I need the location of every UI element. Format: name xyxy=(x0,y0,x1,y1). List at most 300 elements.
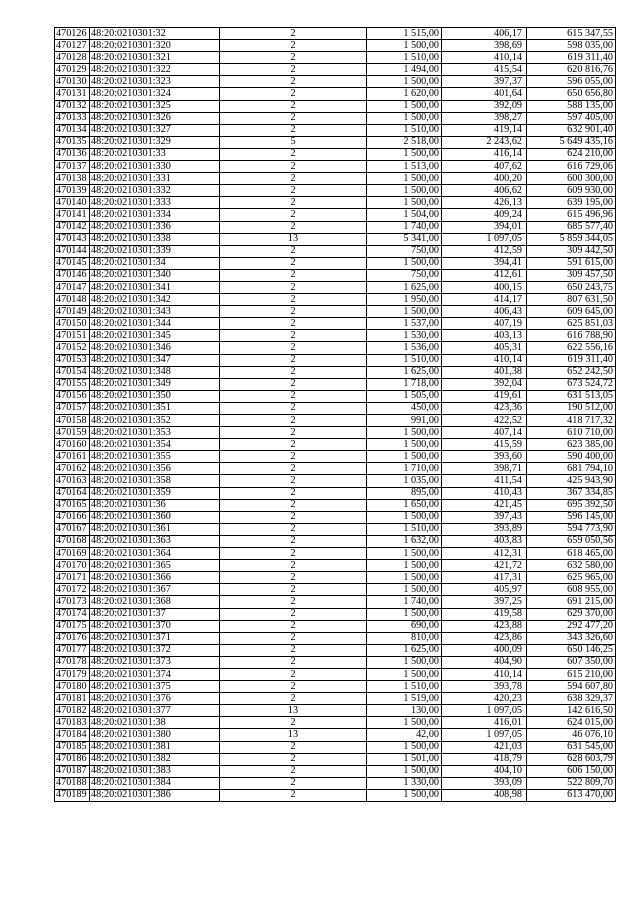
row-number-cell: 470139 xyxy=(55,185,90,197)
cadastral-value-cell: 623 385,00 xyxy=(527,439,616,451)
category-code-cell: 2 xyxy=(220,88,367,100)
area-cell: 1 500,00 xyxy=(367,717,442,729)
area-cell: 1 513,00 xyxy=(367,161,442,173)
table-row xyxy=(55,681,616,693)
cadastral-value-cell: 309 457,50 xyxy=(527,269,616,281)
row-number-cell: 470135 xyxy=(55,136,90,148)
specific-value-cell: 415,54 xyxy=(442,64,527,76)
area-cell: 1 500,00 xyxy=(367,306,442,318)
table-row xyxy=(55,632,616,644)
cadastral-value-cell: 609 645,00 xyxy=(527,306,616,318)
area-cell: 1 500,00 xyxy=(367,439,442,451)
category-code-cell: 2 xyxy=(220,415,367,427)
cadastral-value-cell: 425 943,90 xyxy=(527,475,616,487)
row-number-cell: 470146 xyxy=(55,269,90,281)
table-row xyxy=(55,161,616,173)
area-cell: 690,00 xyxy=(367,620,442,632)
cadastral-value-cell: 631 513,05 xyxy=(527,390,616,402)
category-code-cell: 2 xyxy=(220,499,367,511)
table-row xyxy=(55,28,616,40)
table-row xyxy=(55,693,616,705)
table-row xyxy=(55,390,616,402)
category-code-cell: 2 xyxy=(220,52,367,64)
specific-value-cell: 415,59 xyxy=(442,439,527,451)
specific-value-cell: 417,31 xyxy=(442,572,527,584)
area-cell: 1 718,00 xyxy=(367,378,442,390)
row-number-cell: 470188 xyxy=(55,777,90,789)
table-row xyxy=(55,656,616,668)
cadastral-value-cell: 613 470,00 xyxy=(527,789,616,801)
cadastral-number-cell: 48:20:0210301:375 xyxy=(90,681,220,693)
row-number-cell: 470152 xyxy=(55,342,90,354)
cadastral-number-cell: 48:20:0210301:370 xyxy=(90,620,220,632)
table-row xyxy=(55,499,616,511)
row-number-cell: 470137 xyxy=(55,161,90,173)
specific-value-cell: 404,10 xyxy=(442,765,527,777)
area-cell: 1 632,00 xyxy=(367,535,442,547)
table-row xyxy=(55,124,616,136)
cadastral-number-cell: 48:20:0210301:332 xyxy=(90,185,220,197)
category-code-cell: 2 xyxy=(220,789,367,801)
row-number-cell: 470168 xyxy=(55,535,90,547)
specific-value-cell: 412,31 xyxy=(442,548,527,560)
row-number-cell: 470126 xyxy=(55,28,90,40)
area-cell: 1 537,00 xyxy=(367,318,442,330)
cadastral-value-cell: 608 955,00 xyxy=(527,584,616,596)
category-code-cell: 13 xyxy=(220,705,367,717)
cadastral-value-cell: 615 496,96 xyxy=(527,209,616,221)
area-cell: 1 510,00 xyxy=(367,523,442,535)
cadastral-value-cell: 588 135,00 xyxy=(527,100,616,112)
row-number-cell: 470187 xyxy=(55,765,90,777)
cadastral-value-cell: 190 512,00 xyxy=(527,402,616,414)
category-code-cell: 2 xyxy=(220,777,367,789)
row-number-cell: 470169 xyxy=(55,548,90,560)
cadastral-number-cell: 48:20:0210301:349 xyxy=(90,378,220,390)
area-cell: 1 500,00 xyxy=(367,741,442,753)
specific-value-cell: 400,20 xyxy=(442,173,527,185)
row-number-cell: 470183 xyxy=(55,717,90,729)
specific-value-cell: 398,27 xyxy=(442,112,527,124)
cadastral-number-cell: 48:20:0210301:350 xyxy=(90,390,220,402)
cadastral-value-cell: 632 580,00 xyxy=(527,560,616,572)
table-row xyxy=(55,511,616,523)
table-row xyxy=(55,644,616,656)
row-number-cell: 470128 xyxy=(55,52,90,64)
row-number-cell: 470129 xyxy=(55,64,90,76)
area-cell: 1 500,00 xyxy=(367,511,442,523)
specific-value-cell: 398,71 xyxy=(442,463,527,475)
category-code-cell: 2 xyxy=(220,124,367,136)
cadastral-value-cell: 607 350,00 xyxy=(527,656,616,668)
category-code-cell: 2 xyxy=(220,668,367,680)
table-row xyxy=(55,281,616,293)
cadastral-value-cell: 5 649 435,16 xyxy=(527,136,616,148)
row-number-cell: 470147 xyxy=(55,281,90,293)
specific-value-cell: 400,15 xyxy=(442,281,527,293)
cadastral-value-cell: 652 242,50 xyxy=(527,366,616,378)
area-cell: 1 035,00 xyxy=(367,475,442,487)
specific-value-cell: 416,01 xyxy=(442,717,527,729)
cadastral-number-cell: 48:20:0210301:374 xyxy=(90,668,220,680)
cadastral-number-cell: 48:20:0210301:381 xyxy=(90,741,220,753)
cadastral-number-cell: 48:20:0210301:371 xyxy=(90,632,220,644)
cadastral-number-cell: 48:20:0210301:338 xyxy=(90,233,220,245)
cadastral-number-cell: 48:20:0210301:340 xyxy=(90,269,220,281)
cadastral-value-cell: 625 965,00 xyxy=(527,572,616,584)
cadastral-number-cell: 48:20:0210301:347 xyxy=(90,354,220,366)
cadastral-value-cell: 624 210,00 xyxy=(527,148,616,160)
category-code-cell: 2 xyxy=(220,620,367,632)
cadastral-number-cell: 48:20:0210301:323 xyxy=(90,76,220,88)
area-cell: 1 500,00 xyxy=(367,451,442,463)
row-number-cell: 470185 xyxy=(55,741,90,753)
table-row xyxy=(55,705,616,717)
cadastral-value-cell: 591 615,00 xyxy=(527,257,616,269)
area-cell: 1 510,00 xyxy=(367,124,442,136)
area-cell: 1 650,00 xyxy=(367,499,442,511)
area-cell: 1 504,00 xyxy=(367,209,442,221)
specific-value-cell: 392,09 xyxy=(442,100,527,112)
category-code-cell: 2 xyxy=(220,475,367,487)
cadastral-number-cell: 48:20:0210301:359 xyxy=(90,487,220,499)
category-code-cell: 2 xyxy=(220,681,367,693)
cadastral-number-cell: 48:20:0210301:34 xyxy=(90,257,220,269)
cadastral-number-cell: 48:20:0210301:360 xyxy=(90,511,220,523)
category-code-cell: 2 xyxy=(220,366,367,378)
specific-value-cell: 397,37 xyxy=(442,76,527,88)
row-number-cell: 470167 xyxy=(55,523,90,535)
table-body xyxy=(55,28,616,802)
cadastral-value-cell: 618 465,00 xyxy=(527,548,616,560)
cadastral-value-cell: 590 400,00 xyxy=(527,451,616,463)
cadastral-number-cell: 48:20:0210301:344 xyxy=(90,318,220,330)
area-cell: 1 500,00 xyxy=(367,668,442,680)
category-code-cell: 2 xyxy=(220,64,367,76)
cadastral-number-cell: 48:20:0210301:36 xyxy=(90,499,220,511)
area-cell: 1 500,00 xyxy=(367,560,442,572)
category-code-cell: 2 xyxy=(220,487,367,499)
row-number-cell: 470163 xyxy=(55,475,90,487)
area-cell: 1 500,00 xyxy=(367,76,442,88)
table-row xyxy=(55,148,616,160)
table-row xyxy=(55,354,616,366)
row-number-cell: 470162 xyxy=(55,463,90,475)
area-cell: 1 500,00 xyxy=(367,608,442,620)
category-code-cell: 2 xyxy=(220,40,367,52)
cadastral-number-cell: 48:20:0210301:351 xyxy=(90,402,220,414)
cadastral-number-cell: 48:20:0210301:33 xyxy=(90,148,220,160)
cadastral-number-cell: 48:20:0210301:330 xyxy=(90,161,220,173)
row-number-cell: 470142 xyxy=(55,221,90,233)
table-row xyxy=(55,668,616,680)
category-code-cell: 2 xyxy=(220,245,367,257)
cadastral-number-cell: 48:20:0210301:368 xyxy=(90,596,220,608)
category-code-cell: 2 xyxy=(220,511,367,523)
cadastral-number-cell: 48:20:0210301:324 xyxy=(90,88,220,100)
table-row xyxy=(55,318,616,330)
area-cell: 895,00 xyxy=(367,487,442,499)
area-cell: 1 505,00 xyxy=(367,390,442,402)
row-number-cell: 470173 xyxy=(55,596,90,608)
cadastral-number-cell: 48:20:0210301:372 xyxy=(90,644,220,656)
row-number-cell: 470175 xyxy=(55,620,90,632)
specific-value-cell: 409,24 xyxy=(442,209,527,221)
category-code-cell: 2 xyxy=(220,644,367,656)
row-number-cell: 470144 xyxy=(55,245,90,257)
category-code-cell: 2 xyxy=(220,765,367,777)
cadastral-number-cell: 48:20:0210301:325 xyxy=(90,100,220,112)
area-cell: 1 500,00 xyxy=(367,427,442,439)
area-cell: 1 510,00 xyxy=(367,52,442,64)
area-cell: 1 500,00 xyxy=(367,789,442,801)
specific-value-cell: 1 097,05 xyxy=(442,729,527,741)
table-row xyxy=(55,608,616,620)
row-number-cell: 470176 xyxy=(55,632,90,644)
cadastral-value-cell: 691 215,00 xyxy=(527,596,616,608)
specific-value-cell: 397,25 xyxy=(442,596,527,608)
cadastral-number-cell: 48:20:0210301:334 xyxy=(90,209,220,221)
specific-value-cell: 392,04 xyxy=(442,378,527,390)
category-code-cell: 2 xyxy=(220,354,367,366)
cadastral-number-cell: 48:20:0210301:345 xyxy=(90,330,220,342)
cadastral-number-cell: 48:20:0210301:336 xyxy=(90,221,220,233)
category-code-cell: 2 xyxy=(220,608,367,620)
specific-value-cell: 411,54 xyxy=(442,475,527,487)
category-code-cell: 2 xyxy=(220,306,367,318)
category-code-cell: 2 xyxy=(220,572,367,584)
cadastral-number-cell: 48:20:0210301:367 xyxy=(90,584,220,596)
cadastral-value-cell: 292 477,20 xyxy=(527,620,616,632)
table-row xyxy=(55,330,616,342)
cadastral-number-cell: 48:20:0210301:320 xyxy=(90,40,220,52)
category-code-cell: 5 xyxy=(220,136,367,148)
row-number-cell: 470166 xyxy=(55,511,90,523)
cadastral-value-cell: 624 015,00 xyxy=(527,717,616,729)
table-row xyxy=(55,427,616,439)
table-row xyxy=(55,729,616,741)
cadastral-value-cell: 685 577,40 xyxy=(527,221,616,233)
cadastral-value-cell: 594 607,80 xyxy=(527,681,616,693)
category-code-cell: 2 xyxy=(220,523,367,535)
table-row xyxy=(55,777,616,789)
category-code-cell: 2 xyxy=(220,148,367,160)
cadastral-value-cell: 5 859 344,05 xyxy=(527,233,616,245)
row-number-cell: 470184 xyxy=(55,729,90,741)
area-cell: 991,00 xyxy=(367,415,442,427)
category-code-cell: 2 xyxy=(220,269,367,281)
area-cell: 1 519,00 xyxy=(367,693,442,705)
category-code-cell: 2 xyxy=(220,209,367,221)
specific-value-cell: 394,01 xyxy=(442,221,527,233)
row-number-cell: 470130 xyxy=(55,76,90,88)
cadastral-value-cell: 594 773,90 xyxy=(527,523,616,535)
area-cell: 1 510,00 xyxy=(367,681,442,693)
specific-value-cell: 423,88 xyxy=(442,620,527,632)
category-code-cell: 2 xyxy=(220,197,367,209)
table-row xyxy=(55,487,616,499)
cadastral-number-cell: 48:20:0210301:364 xyxy=(90,548,220,560)
category-code-cell: 2 xyxy=(220,342,367,354)
category-code-cell: 2 xyxy=(220,173,367,185)
row-number-cell: 470145 xyxy=(55,257,90,269)
area-cell: 1 950,00 xyxy=(367,294,442,306)
area-cell: 1 500,00 xyxy=(367,112,442,124)
cadastral-value-cell: 639 195,00 xyxy=(527,197,616,209)
cadastral-number-cell: 48:20:0210301:366 xyxy=(90,572,220,584)
cadastral-value-cell: 650 243,75 xyxy=(527,281,616,293)
row-number-cell: 470189 xyxy=(55,789,90,801)
category-code-cell: 2 xyxy=(220,632,367,644)
area-cell: 450,00 xyxy=(367,402,442,414)
row-number-cell: 470174 xyxy=(55,608,90,620)
table-row xyxy=(55,415,616,427)
specific-value-cell: 419,61 xyxy=(442,390,527,402)
category-code-cell: 2 xyxy=(220,221,367,233)
row-number-cell: 470131 xyxy=(55,88,90,100)
row-number-cell: 470141 xyxy=(55,209,90,221)
specific-value-cell: 421,72 xyxy=(442,560,527,572)
category-code-cell: 2 xyxy=(220,717,367,729)
area-cell: 1 740,00 xyxy=(367,221,442,233)
specific-value-cell: 403,83 xyxy=(442,535,527,547)
cadastral-number-cell: 48:20:0210301:361 xyxy=(90,523,220,535)
specific-value-cell: 2 243,62 xyxy=(442,136,527,148)
specific-value-cell: 393,60 xyxy=(442,451,527,463)
cadastral-value-cell: 807 631,50 xyxy=(527,294,616,306)
table-row xyxy=(55,269,616,281)
cadastral-number-cell: 48:20:0210301:355 xyxy=(90,451,220,463)
specific-value-cell: 426,13 xyxy=(442,197,527,209)
area-cell: 42,00 xyxy=(367,729,442,741)
cadastral-value-cell: 695 392,50 xyxy=(527,499,616,511)
area-cell: 1 500,00 xyxy=(367,185,442,197)
cadastral-number-cell: 48:20:0210301:37 xyxy=(90,608,220,620)
cadastral-number-cell: 48:20:0210301:380 xyxy=(90,729,220,741)
specific-value-cell: 394,41 xyxy=(442,257,527,269)
specific-value-cell: 400,09 xyxy=(442,644,527,656)
cadastral-number-cell: 48:20:0210301:354 xyxy=(90,439,220,451)
cadastral-number-cell: 48:20:0210301:382 xyxy=(90,753,220,765)
cadastral-value-cell: 367 334,85 xyxy=(527,487,616,499)
category-code-cell: 13 xyxy=(220,729,367,741)
specific-value-cell: 420,23 xyxy=(442,693,527,705)
specific-value-cell: 406,17 xyxy=(442,28,527,40)
cadastral-value-cell: 598 035,00 xyxy=(527,40,616,52)
cadastral-value-cell: 522 809,70 xyxy=(527,777,616,789)
cadastral-value-cell: 309 442,50 xyxy=(527,245,616,257)
area-cell: 1 515,00 xyxy=(367,28,442,40)
row-number-cell: 470170 xyxy=(55,560,90,572)
category-code-cell: 2 xyxy=(220,753,367,765)
specific-value-cell: 416,14 xyxy=(442,148,527,160)
category-code-cell: 2 xyxy=(220,535,367,547)
table-row xyxy=(55,548,616,560)
area-cell: 1 500,00 xyxy=(367,656,442,668)
table-row xyxy=(55,185,616,197)
specific-value-cell: 405,97 xyxy=(442,584,527,596)
specific-value-cell: 407,19 xyxy=(442,318,527,330)
category-code-cell: 2 xyxy=(220,560,367,572)
cadastral-number-cell: 48:20:0210301:373 xyxy=(90,656,220,668)
specific-value-cell: 401,38 xyxy=(442,366,527,378)
category-code-cell: 2 xyxy=(220,596,367,608)
category-code-cell: 2 xyxy=(220,161,367,173)
specific-value-cell: 419,14 xyxy=(442,124,527,136)
table-row xyxy=(55,64,616,76)
cadastral-number-cell: 48:20:0210301:327 xyxy=(90,124,220,136)
row-number-cell: 470138 xyxy=(55,173,90,185)
specific-value-cell: 407,62 xyxy=(442,161,527,173)
table-row xyxy=(55,765,616,777)
cadastral-number-cell: 48:20:0210301:365 xyxy=(90,560,220,572)
row-number-cell: 470127 xyxy=(55,40,90,52)
area-cell: 1 500,00 xyxy=(367,572,442,584)
specific-value-cell: 410,14 xyxy=(442,52,527,64)
specific-value-cell: 414,17 xyxy=(442,294,527,306)
category-code-cell: 2 xyxy=(220,741,367,753)
cadastral-number-cell: 48:20:0210301:348 xyxy=(90,366,220,378)
area-cell: 750,00 xyxy=(367,245,442,257)
category-code-cell: 2 xyxy=(220,100,367,112)
specific-value-cell: 393,09 xyxy=(442,777,527,789)
data-table xyxy=(54,27,616,802)
area-cell: 1 625,00 xyxy=(367,644,442,656)
area-cell: 2 518,00 xyxy=(367,136,442,148)
row-number-cell: 470155 xyxy=(55,378,90,390)
row-number-cell: 470182 xyxy=(55,705,90,717)
cadastral-value-cell: 46 076,10 xyxy=(527,729,616,741)
cadastral-value-cell: 600 300,00 xyxy=(527,173,616,185)
specific-value-cell: 1 097,05 xyxy=(442,705,527,717)
cadastral-value-cell: 615 347,55 xyxy=(527,28,616,40)
specific-value-cell: 408,98 xyxy=(442,789,527,801)
cadastral-number-cell: 48:20:0210301:326 xyxy=(90,112,220,124)
area-cell: 1 740,00 xyxy=(367,596,442,608)
row-number-cell: 470151 xyxy=(55,330,90,342)
category-code-cell: 2 xyxy=(220,390,367,402)
area-cell: 1 500,00 xyxy=(367,765,442,777)
cadastral-number-cell: 48:20:0210301:376 xyxy=(90,693,220,705)
cadastral-number-cell: 48:20:0210301:322 xyxy=(90,64,220,76)
table-row xyxy=(55,366,616,378)
row-number-cell: 470153 xyxy=(55,354,90,366)
row-number-cell: 470178 xyxy=(55,656,90,668)
cadastral-value-cell: 659 050,56 xyxy=(527,535,616,547)
cadastral-value-cell: 619 311,40 xyxy=(527,354,616,366)
cadastral-number-cell: 48:20:0210301:343 xyxy=(90,306,220,318)
cadastral-number-cell: 48:20:0210301:383 xyxy=(90,765,220,777)
table-row xyxy=(55,257,616,269)
table-row xyxy=(55,572,616,584)
cadastral-number-cell: 48:20:0210301:341 xyxy=(90,281,220,293)
cadastral-value-cell: 616 788,90 xyxy=(527,330,616,342)
row-number-cell: 470154 xyxy=(55,366,90,378)
area-cell: 1 500,00 xyxy=(367,148,442,160)
cadastral-number-cell: 48:20:0210301:386 xyxy=(90,789,220,801)
area-cell: 1 510,00 xyxy=(367,354,442,366)
specific-value-cell: 404,90 xyxy=(442,656,527,668)
table-row xyxy=(55,76,616,88)
row-number-cell: 470133 xyxy=(55,112,90,124)
category-code-cell: 2 xyxy=(220,427,367,439)
category-code-cell: 2 xyxy=(220,548,367,560)
cadastral-value-cell: 650 656,80 xyxy=(527,88,616,100)
table-row xyxy=(55,789,616,801)
category-code-cell: 2 xyxy=(220,439,367,451)
table-row xyxy=(55,717,616,729)
row-number-cell: 470177 xyxy=(55,644,90,656)
